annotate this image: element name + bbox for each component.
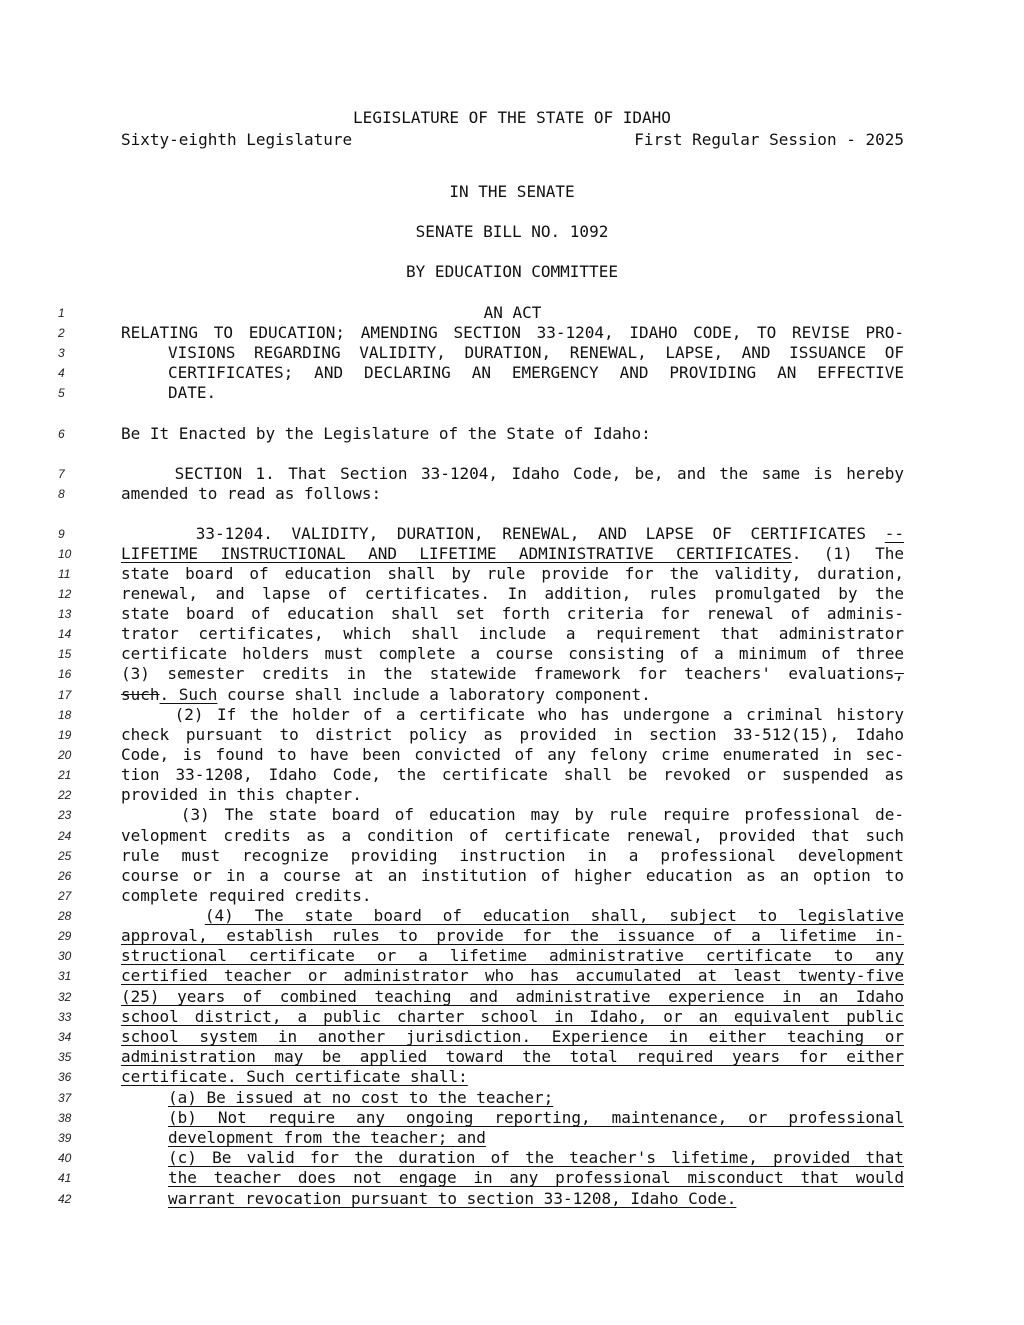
line-number: 17	[58, 688, 72, 702]
inserted-text: certified teacher or administrator who has accumulated at least twenty-five	[121, 966, 904, 985]
line-number: 16	[58, 667, 72, 681]
deleted-text: ,	[894, 664, 904, 683]
line-number: 4	[58, 366, 65, 380]
inserted-text: development from the teacher; and	[168, 1128, 486, 1147]
line-number: 6	[58, 427, 65, 441]
line-number: 29	[58, 929, 72, 943]
line-number: 14	[58, 627, 72, 641]
line-number: 8	[58, 487, 65, 501]
text-segment: VISIONS REGARDING VALIDITY, DURATION, RENEWAL, LAPSE, AND ISSUANCE OF	[168, 343, 904, 362]
text-line	[121, 866, 904, 886]
text-segment: trator certificates, which shall include a requirement that administrator	[121, 624, 904, 643]
line-number: 13	[58, 607, 72, 621]
line-number: 21	[58, 768, 72, 782]
line-number: 20	[58, 748, 72, 762]
line-number: 40	[58, 1151, 72, 1165]
line-number: 25	[58, 849, 72, 863]
inserted-text: (a) Be issued at no cost to the teacher;	[168, 1088, 554, 1107]
text-segment: 33-1204. VALIDITY, DURATION, RENEWAL, AND LAPSE OF CERTIFICATES	[121, 524, 885, 543]
line-number: 11	[58, 567, 71, 581]
text-line	[121, 765, 904, 785]
text-line	[121, 705, 904, 725]
text-line	[168, 1108, 904, 1128]
header-sponsor: BY EDUCATION COMMITTEE	[406, 262, 618, 281]
header-chamber: IN THE SENATE	[449, 182, 575, 201]
header-legislature: LEGISLATURE OF THE STATE OF IDAHO	[353, 108, 671, 127]
inserted-text: warrant revocation pursuant to section 33-1208, Idaho Code.	[168, 1189, 737, 1208]
text-line	[121, 544, 904, 564]
inserted-text: . Such	[159, 685, 218, 704]
text-line	[121, 785, 904, 805]
line-number: 22	[58, 788, 72, 802]
text-line	[121, 1027, 904, 1047]
inserted-text: school district, a public charter school in Idaho, or an equivalent public	[121, 1007, 904, 1026]
inserted-text: --	[884, 524, 904, 543]
text-segment: renewal, and lapse of certificates. In addition, rules promulgated by the	[121, 584, 904, 603]
text-line	[121, 926, 904, 946]
text-line	[121, 524, 904, 544]
text-segment: provided in this chapter.	[121, 785, 362, 804]
inserted-text: (25) years of combined teaching and administrative experience in an Idaho	[121, 987, 904, 1006]
inserted-text: approval, establish rules to provide for the issuance of a lifetime in-	[121, 926, 904, 945]
text-line	[121, 1067, 904, 1087]
text-segment: state board of education shall by rule provide for the validity, duration,	[121, 564, 904, 583]
text-line	[121, 464, 904, 484]
text-line	[121, 604, 904, 624]
line-number: 34	[58, 1030, 72, 1044]
text-segment: check pursuant to district policy as provided in section 33-512(15), Idaho	[121, 725, 904, 744]
text-line	[121, 745, 904, 765]
text-segment: course shall include a laboratory component.	[217, 685, 651, 704]
text-segment: RELATING TO EDUCATION; AMENDING SECTION 33-1204, IDAHO CODE, TO REVISE PRO-	[121, 323, 904, 342]
text-line	[121, 826, 904, 846]
line-number: 37	[58, 1091, 72, 1105]
line-number: 2	[58, 326, 65, 340]
line-number: 27	[58, 889, 72, 903]
inserted-text: school system in another jurisdiction. Experience in either teaching or	[121, 1027, 904, 1046]
text-segment	[121, 906, 205, 925]
header-session-right: First Regular Session - 2025	[634, 130, 904, 149]
line-number: 18	[58, 708, 72, 722]
text-segment: Code, is found to have been convicted of any felony crime enumerated in sec-	[121, 745, 904, 764]
text-segment: rule must recognize providing instruction in a professional development	[121, 846, 904, 865]
text-line	[168, 343, 904, 363]
line-number: 7	[58, 467, 65, 481]
text-segment: AN ACT	[483, 303, 542, 322]
text-line	[121, 946, 904, 966]
text-line	[121, 323, 904, 343]
text-segment: . (1) The	[791, 544, 904, 563]
line-number: 36	[58, 1070, 72, 1084]
text-segment: (2) If the holder of a certificate who has undergone a criminal history	[121, 705, 904, 724]
text-line	[168, 1168, 904, 1188]
text-segment: certificate holders must complete a course consisting of a minimum of three	[121, 644, 904, 663]
text-line	[121, 966, 904, 986]
line-number: 32	[58, 990, 72, 1004]
inserted-text: the teacher does not engage in any professional misconduct that would	[168, 1168, 904, 1187]
text-segment: amended to read as follows:	[121, 484, 382, 503]
text-segment: (3) semester credits in the statewide framework for teachers' evaluations	[121, 664, 895, 683]
line-number: 23	[58, 808, 72, 822]
line-number: 19	[58, 728, 72, 742]
text-segment: complete required credits.	[121, 886, 372, 905]
inserted-text: administration may be applied toward the total required years for either	[121, 1047, 904, 1066]
line-number: 30	[58, 949, 72, 963]
text-line	[121, 584, 904, 604]
inserted-text: structional certificate or a lifetime administrative certificate to any	[121, 946, 904, 965]
inserted-text: (4) The state board of education shall, subject to legislative	[204, 906, 904, 925]
line-number: 42	[58, 1192, 72, 1206]
text-line	[168, 1148, 904, 1168]
text-line	[121, 685, 904, 705]
line-number: 9	[58, 527, 65, 541]
text-line	[168, 1189, 904, 1209]
line-number: 10	[58, 547, 72, 561]
text-segment: (3) The state board of education may by rule require professional de-	[121, 805, 904, 824]
text-line	[121, 725, 904, 745]
text-line	[121, 1047, 904, 1067]
line-number: 41	[58, 1171, 72, 1185]
line-number: 28	[58, 909, 72, 923]
inserted-text: (b) Not require any ongoing reporting, maintenance, or professional	[168, 1108, 904, 1127]
text-line	[168, 1088, 904, 1108]
line-number: 33	[58, 1010, 72, 1024]
deleted-text: such	[121, 685, 160, 704]
text-segment: CERTIFICATES; AND DECLARING AN EMERGENCY AND PROVIDING AN EFFECTIVE	[168, 363, 904, 382]
text-line	[121, 846, 904, 866]
text-line	[121, 644, 904, 664]
text-line	[121, 484, 904, 504]
text-line	[121, 1007, 904, 1027]
text-segment: velopment credits as a condition of certificate renewal, provided that such	[121, 826, 904, 845]
text-line	[121, 886, 904, 906]
header-session-left: Sixty-eighth Legislature	[121, 130, 353, 149]
text-line	[121, 424, 904, 444]
text-line	[168, 383, 904, 403]
line-number: 5	[58, 386, 65, 400]
text-line	[121, 624, 904, 644]
header-bill-number: SENATE BILL NO. 1092	[415, 222, 609, 241]
text-line	[121, 805, 904, 825]
line-number: 35	[58, 1050, 72, 1064]
text-segment: tion 33-1208, Idaho Code, the certificate shall be revoked or suspended as	[121, 765, 904, 784]
text-segment: Be It Enacted by the Legislature of the State of Idaho:	[121, 424, 651, 443]
inserted-text: (c) Be valid for the duration of the teacher's lifetime, provided that	[168, 1148, 904, 1167]
line-number: 38	[58, 1111, 72, 1125]
line-number: 31	[58, 969, 72, 983]
inserted-text: LIFETIME INSTRUCTIONAL AND LIFETIME ADMINISTRATIVE CERTIFICATES	[121, 544, 792, 563]
text-segment: state board of education shall set forth criteria for renewal of adminis-	[121, 604, 904, 623]
inserted-text: certificate. Such certificate shall:	[121, 1067, 468, 1086]
line-number: 12	[58, 587, 72, 601]
line-number: 1	[58, 306, 65, 320]
text-segment: DATE.	[168, 383, 217, 402]
line-number: 24	[58, 829, 72, 843]
text-segment: SECTION 1. That Section 33-1204, Idaho Code, be, and the same is hereby	[121, 464, 904, 483]
text-line	[121, 564, 904, 584]
text-line	[168, 363, 904, 383]
line-number: 26	[58, 869, 72, 883]
text-segment: course or in a course at an institution of higher education as an option to	[121, 866, 904, 885]
line-number: 15	[58, 647, 72, 661]
text-line	[121, 987, 904, 1007]
text-line	[121, 303, 904, 323]
text-line	[121, 664, 904, 684]
text-line	[121, 906, 904, 926]
line-number: 3	[58, 346, 65, 360]
line-number: 39	[58, 1131, 72, 1145]
text-line	[168, 1128, 904, 1148]
